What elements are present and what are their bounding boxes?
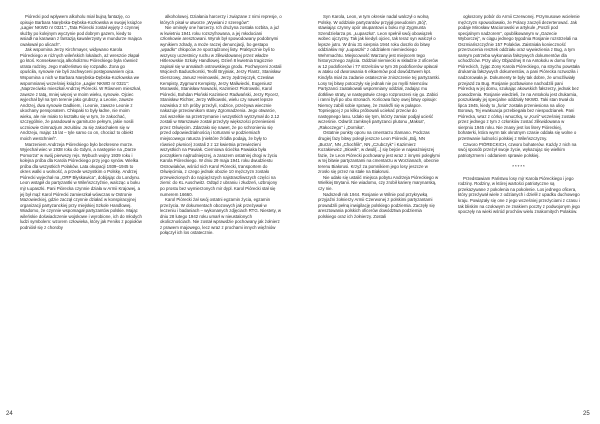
- left-page-column-2: [160, 14, 282, 394]
- left-page-column-1: [20, 14, 142, 394]
- right-page-column-1: [318, 14, 440, 394]
- paragraph: Ostatnie punkty oporu na cmentarzu zlamano. Podczas drugiej fazy bitwy poległ jeszcze Leon Piórecki „Bój, NN „Burza”, NN „Chochlik”, NN „Czubczyk” i Kazimierz Kozakiewicz „Słowik”, w dwuli[...] się bejcie w najważniejszej fazie, że Leon Piórecki pochowany jest wraz z innymi poległymi w tej bitwie partyzantami na cmentarzu w Worzianach, obecnie terenu Białorusi. Krzyż za pomnikiem jego losy jeszcze w zrosło się przez na stałe na Białorusi.: [318, 130, 440, 175]
- page-number-right: 25: [583, 411, 590, 417]
- paragraph: Nadszedł rok 1944. Rosjanie w Wilnie pod przykrywką przyjaźni żołnierzy Armii Czerwonej z polskimi partyzantami prowadzili pełną inwigilację polskiego podziemia. Zaczęły się aresztowania polskich oficerów dowództwa podziemia polskiego oraz ich żołnierzy. Zostali: [318, 191, 435, 219]
- section-separator: *****: [512, 164, 526, 170]
- right-page: [300, 0, 600, 424]
- paragraph: Syn Karola, Leon, w tym okresie nadal walczył o wolną Polskę. W oddziale partyzantów przyjął pseudonim „Bój”, stawiając czynny opór okupantowi u boku mjr Zygmunta Szendzielarza ps. „Łupaszka”. Leon spełnił swój obowiązek wobec ojczyzny. Tak jak kiedyś ojciec, tak teraz syn walczył o lepsze jutro. W dniu 31 sierpnia 1944 roku doszło do bitwy oddziałów mjr „Łupaszki” z oddziałem niemieckiego Wehrmachtu. Miejscowość Warzany jest miejscem tego historycznego zajścia. Oddział niemiecki w składzie 2 oficerów w 12 podoficerów i 77 strzelców w tym 26 podoficerów opłacał w ataku od dworowania 6 elkaemów pod dowództwem kpt. Kindyfa miał za zadanie ostatecznie zniszczenie tej partyzantki. Losy tej bitwy potoczyły się jednak nie po myśli Niemców. Partyzanci zaatakowali wspomniany oddział, zadając mu dotkliwe straty, w następstwie czego rozproszeni się go. Zabici i ranni byli po obu stronach. Końcowa fazę owej bitwy opisuje: Niemcy zabili sobie sprawę, że znaleźli się w pułapce. Topniejącej z po kilku próbowali uciekać przeciw do następnego lasu. Udało się tym, którzy zamiar podjął ucieść wcześnie. Odwrót zamknęli partyzanci plutonu „Maksa”, „Rakoczego” i „Dornika”.: [318, 14, 440, 130]
- paragraph: alkoholowej. Działania harcerzy i związane z nimi represje, o których pisał w utworze „Wywiani z szeregów”:: [160, 14, 282, 25]
- right-page-column-2: [458, 14, 580, 394]
- paragraph: Karol Piórecki żał swój ostatni egzamin życia, egzamin przeżycia. W dokumentach obozowych jak przeżywał w leczeniu i badaniach – wykonanych zdjęciach RTG. Niestety, w dniu 28 lutego 1942 roku umarł w nieustalonych okolicznościach. Nie został wprawdzie pochowany jak żołnierz z prawem majowego, lecz wraz z prochami innych więźniów połączył ich los ostatecznie.: [160, 197, 282, 236]
- paragraph: ogłoszony pobór do Armii Czerwonej. Przymusowe wcielenie mężczyzn spowodowało, że Polacy zaczęli dezerterować. Jak podaje Mirosław Maciorowski w artykule „Poszli pod specjalnym nadzorem”, opublikowanym w „Gazecie Wyborczej”, w ciągu jednego tygodnia Rosjanie rozstrzelali na Oszmiańszczyźnie 157 Polaków. Zaistniała konieczność przerzucenia resztek oddziału oraz wywiezienia z Bug, a tym samym potrzeba wykonania fałszywych dokumentów dla uchodźców. Przy ulicy Objazdnej 8 na Antokolu w domu firmy Pióreckich, żyjąc Zony Karola Pióreckiego, na strychu powstała drukarnia fałszywych dokumentów, a pani Piórecka rozwoziła i nadzorowała je. Dokumenty te były tak dobre, że umożliwiały przejazd za Bug. Rosjanie pozbawione nachodzili pani Piórecką w jej domu, szukając akowskich fałszerzy, jednak bez powodzenia. Rosjanie wiedzieli, że na Antokolu jest drukarnia, poszukiwały jej specjalne oddziały NKWD. Taki stan trwał do lipca 1945, kiedy to „furia” została przeniesiona na ulicę Borową. Tej ewakuacja przebiegała bez niespodzianek. Pani Piórecka, wraz z córką i wnuczką, w „Kurii” wcześniej zostało przez jednego z tym z członków zostać zlikwidowana w sierpniu 1945 roku. Nie znany jest los litery Pióreckiej, bohaterki, która wyrm tak okrutnym czasie oddała się wolne o przetrwanie ludności polskiej z Wileńszczyzny.: [458, 14, 580, 142]
- paragraph: Jak wspomina Jerzy Kirchmayer, widywano Karola Pióreckiego w różnych wileńskich lokalach, aż wreszcie złapał go ktoś. Konsekwencją alkoholizmu Pióreckiego była również utrata rodziny. Jego małżeństwo się rozpadło. Żona go opuściła, synowie nie byli zachwyceni postępowaniem ojca. Wspomina o nich w Barbara Narębska-Dębska-Kozłowska we wspomnianej wcześniej książce „Łagier NKWD nr 0321”: „Naprzeciwko mieszkał Andrzej Piórecki. W Równem mieszkał, zawsze z tatą, mniej więcej w moim wieku, synowie. Ojciec wyjechał był na tym terenie jako grubszy, a Leonie, zawsze Andrzej, dwa synowie Dadkiem, i Leonie, zawsze Leonie z ukochany pensjonatem. Chłopaki to były ładne, nie moim wieku, ale nie miało to kształtu się w tym, że zakochać, szczęgólnie, że paradował w garniturze pełnym, jakie nosili uczniowie Gimnazjum Jezuitów. Ja się zakochałem się w Andrzeju, mając 15 lat – tyle samo co on, chociaż to obiekt moich westchnień”.: [20, 47, 141, 142]
- page-number-left: 24: [6, 411, 13, 417]
- paragraph: Czworo PIÓRECKICH, czworo bohaterów. Każdy z nich na swój sposób przeżył swoje życie, wykazując się wielkim patriotyzmem i oddaniem sprawie polskiej.: [458, 141, 577, 158]
- paragraph: Nie udało się ustalić miejsca pobytu Andrzeja Pióreckiego w Wielkiej Brytanii. Nie wiadomo, czy zrobił karierę marynarską, czy nie.: [318, 174, 439, 191]
- paragraph: Przedstawiam Państwu losy mjr Karola Pióreckiego i jego rodziny. Rodziny, w której wartości patriotyczne są przekazywane z pokolenia na pokolenie. Los jednego oficera, który przeżywał wiele z odzianych i dzielił z upadku duchowego kraju. Powiązały się one z jego wcześniej przeżyciami z czasu i tak bliskim na czołowym ze znakiem poczty z podwojonym jego spoczęły na wieki wśród prochów wielu znakomitych Polaków.: [458, 175, 580, 215]
- paragraph: Piórecki pod wpływem alkoholu miał bujną fantazję, co opisuje Barbara Narębska-Dębska-Kozłowska w swojej książce „Łagier NKWD nr 0321”: „Tata Piórecki został wyjęty z czynnej służby po kolejnym wyczynie pod dobrym gazem, kiedy to wsiadł na karawan z fantazją kawalerzysty w mundurze mająca cwałował po ulicach”.: [20, 14, 142, 47]
- paragraph: Nie ominęły one harcerzy. Ich drużyna została rozbita, a już w kwietniu 1941 roku rozszyfrowana, a jej młodociani członkowie aresztowani. Wyrok był spowodowany podobnymi wynikiem zdrady, a może raczej denuncjacji, bo gestapo „wpadło” chłopców ze sporządzonej listy. Praktycznie byli to wszyscy uczestnicy ruchu w zlikwidowanej przez władze Hitlerowskie Szkoły Handlowej. Dzień 8 kwietnia tragicznie zapisał się w annałach ostrowskiego grodu. Pochwyceni zostali Wojciech Baduszkorski, Teofil Bryjniak, Jerzy Flantz, Stanisław Gierszowy, Janusz Heimowski, Jerzy Jędrzejczyk, Czesław Kempisty, Zygmunt Kempisty, Jerzy Maliwiecki, Eugeniusz Morawski, Stanisław Nowacki, Kazimierz Piotrowski, Karol Piórecki, Bohdan Płoński Kazimierz Radwański, Jerzy Rycerz, Stanisław Richter, Jerzy Wilkowski, wielu czy nawet lepsze nazwiska 2 Ich próby przeżyli, rodzice, przeżywa wiecznie nakazuje przeciwnikom stany Zgromadzenia. Jego otwarcie, zaś wszelkie na przetrzymanie i wszystkich wytrzymał do 2.12 zostali w Warszawie został przeżyty większości przeniesieni przez Oświęcim. Zdarzało się nawet, że po schronieniu się przed odpowiedzialnością i torturami w podziemiach miejscowego ratusza (niektóre źródła podają, że były to również piwnice) zostali 2 z 12 kwietnia przewiezieni wszystkich na Pawiak. Cierniowa ścieżka Pawiaka była początkiem najtrudniejszej, a zarazem ostatniej drogi w życiu Karola Pióreckiego. W dniu 29 maja 1941 roku dwudziestu Ostrowiaków, wśród nich Karol Piórecki, transportem do Oświęcimia, z czego jednak obozie 10 mężczyzn zostało przewiezionych do najcięższych najstraszliwszych części na ziemi: do KL Auschwitz. Odtąd z ubraniu i złudzeń, uzbrojony po prostu bez wymierzonych mir dypl. Karol Piórecki stał się numerem 16660.: [160, 25, 282, 197]
- paragraph: Marzeniem Andrzeja Pióreckiego było bezkresne morze. Wyjechał wiec w 1938 roku do Gdyni, a następnie na „Darze Pomorza” w swój pierwszy rejs. Wybuch wojny 1939 roku i kolejna próba dla Karola Pióreckiego przy jego synów. Wielka próba dla wszystkich Polaków. Lata okupacji 1939–1945 to okres walki o wolność, a przede wszystkim o Polskę. Andrzej Piórecki wyjechał na „ORP Błyskawica”, dobijając do Londynu. Leon wstąpił do partyzantki w Wileńszczyźnie, walcząc u boku mjr Łupaszki. Pani Piórecka czynnie działa w Armii Krajowej, a jej był mąż Karol Piórecki zamieszkał wówczas w Ostronie Mazowieckiej, gdzie zaczął czynnie działać w konspiracyjnej organizacji partyzanckiej przy miejskiej Szkole Handlowej. Wiadomo, że czynnie wspomagał partyzantów polskie. Mając wileńskie doświadczenie wojskowe i wyrobione, ich do młodych ludzi symbolem: wzorem człowieka, który jak Feniks z popiołów podniósł się z choroby: [20, 141, 142, 230]
